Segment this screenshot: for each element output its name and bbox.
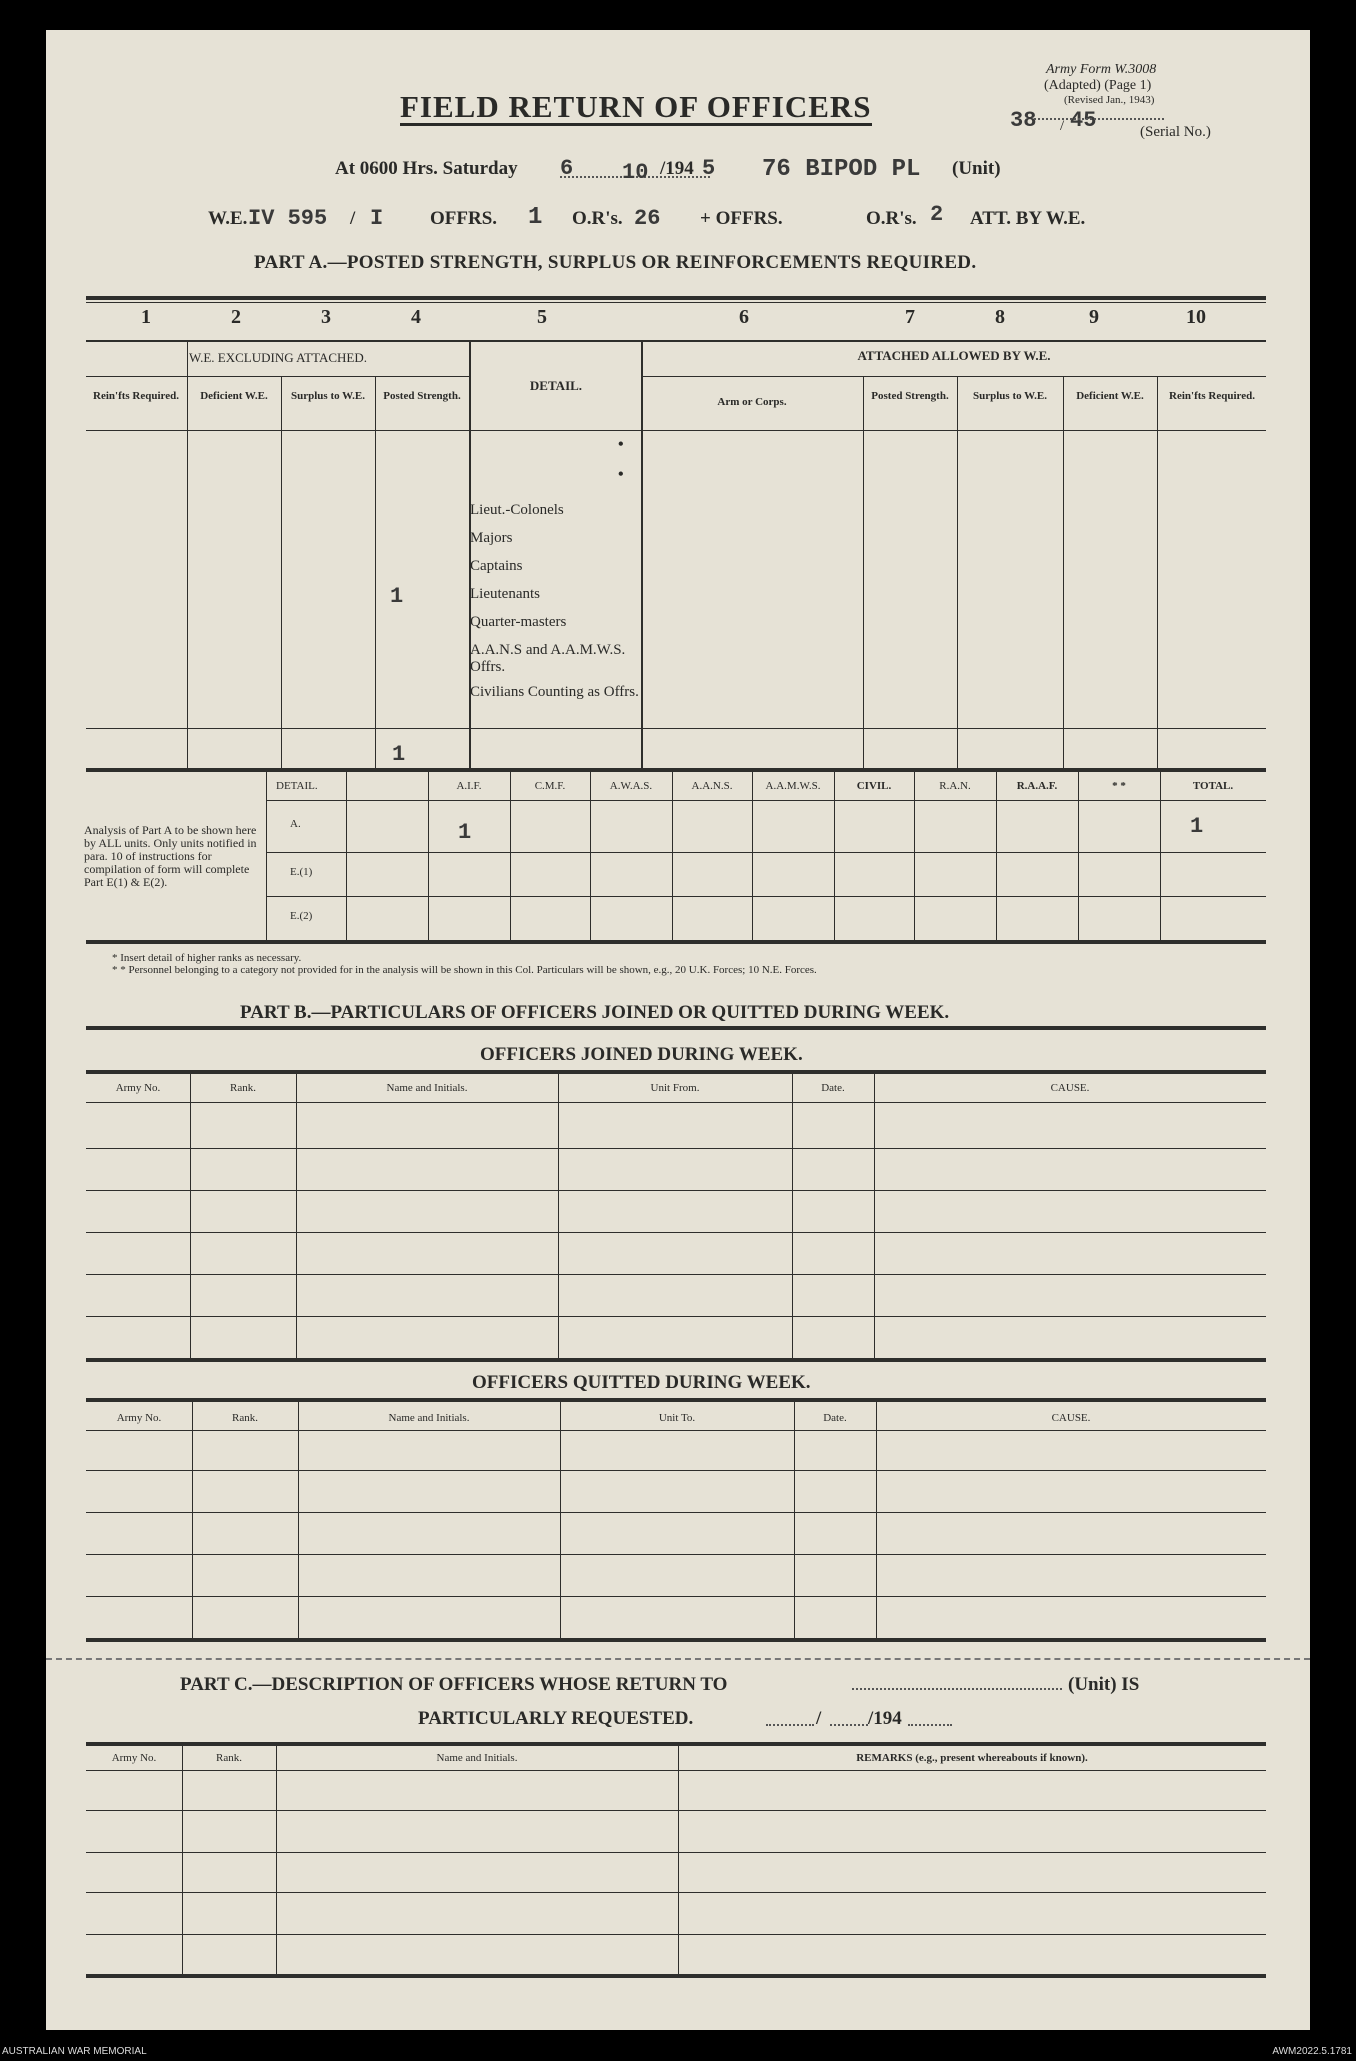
rank-quarter-masters: Quarter-masters [470,614,567,630]
form-revised: (Revised Jan., 1943) [1064,94,1155,106]
ors2-value: 2 [930,202,944,227]
ors2-label: O.R's. [866,208,917,229]
part-c-col-remarks: REMARKS (e.g., present whereabouts if known). [856,1752,1088,1764]
surplus-we-left: Surplus to W.E. [291,390,365,402]
part-c-unit-dots [852,1688,1062,1690]
star-marker-1: • [618,436,624,453]
footnote-1: * Insert detail of higher ranks as necessary. [112,952,302,964]
rank-lieutenants: Lieutenants [470,586,540,602]
analysis-col-civil: CIVIL. [856,780,892,792]
analysis-total-value: 1 [1190,814,1204,839]
year-prefix: /194 [660,158,694,179]
offrs-value: 1 [528,204,543,231]
serial-number-1: 38 [1010,108,1037,133]
part-c-line2: PARTICULARLY REQUESTED. [418,1708,694,1729]
col-number-1: 1 [141,306,151,328]
offrs-label: OFFRS. [430,208,498,229]
posted-strength-left: Posted Strength. [383,390,461,402]
deficient-we-right: Deficient W.E. [1076,390,1144,402]
analysis-row-e1: E.(1) [290,866,313,878]
joined-col-unit-from: Unit From. [650,1082,700,1094]
posted-strength-right: Posted Strength. [871,390,949,402]
part-a-top-rule [86,296,1266,300]
rank-captains: Captains [470,558,523,574]
posted-total-value: 1 [392,742,406,767]
form-number: Army Form W.3008 [1046,62,1157,77]
joined-col-rank: Rank. [230,1082,256,1094]
rank-majors: Majors [470,530,513,546]
detail-label: DETAIL. [529,378,583,393]
part-c-slash: / [816,1708,822,1729]
unit-label: (Unit) [952,158,1001,179]
joined-col-date: Date. [821,1082,845,1094]
we-label: W.E. [208,208,248,229]
col-number-2: 2 [231,306,241,328]
analysis-note: Analysis of Part A to be shown here by ALL units. Only units notified in para. 10 of instructions for compilation of form will complete Part E(1) & E(2). [84,823,257,889]
quitted-col-name: Name and Initials. [388,1412,470,1424]
we-value-2: I [370,206,384,231]
serial-number-2: 45 [1070,108,1097,133]
analysis-detail-label: DETAIL. [276,780,318,792]
joined-col-name: Name and Initials. [386,1082,468,1094]
col-number-7: 7 [905,306,915,328]
we-value: IV 595 [248,206,328,231]
analysis-col-cmf: C.M.F. [534,780,566,792]
at-hours-label: At 0600 Hrs. Saturday [335,158,518,179]
serial-separator: / [1060,118,1065,134]
analysis-col-total: TOTAL. [1192,780,1234,792]
analysis-col-aamws: A.A.M.W.S. [765,780,821,792]
form-title: FIELD RETURN OF OFFICERS [400,89,872,124]
col-number-10: 10 [1186,306,1206,328]
analysis-aif-value: 1 [458,820,472,845]
quitted-title: OFFICERS QUITTED DURING WEEK. [472,1372,811,1393]
analysis-col-awas: A.W.A.S. [609,780,653,792]
col-number-4: 4 [411,306,421,328]
analysis-row-a: A. [290,818,301,830]
analysis-col-ran: R.A.N. [939,780,971,792]
ors-value: 26 [634,206,661,231]
arm-or-corps: Arm or Corps. [717,396,787,408]
joined-col-army-no: Army No. [115,1082,161,1094]
posted-lieutenants-value: 1 [390,584,404,609]
reinfts-required-right: Rein'fts Required. [1169,390,1255,402]
form-adapted: (Adapted) (Page 1) [1044,78,1152,93]
year-value: 5 [702,156,716,181]
perforation-line [46,1658,1310,1660]
part-c-unit-is: (Unit) IS [1068,1674,1140,1695]
rank-civilians: Civilians Counting as Offrs. [470,684,639,700]
analysis-col-raaf: R.A.A.F. [1016,780,1058,792]
part-c-col-rank: Rank. [216,1752,242,1764]
col-number-6: 6 [739,306,749,328]
we-excluding-attached: W.E. EXCLUDING ATTACHED. [189,350,367,365]
col-number-8: 8 [995,306,1005,328]
att-by-we-label: ATT. BY W.E. [970,208,1086,229]
analysis-col-other: * * [1112,780,1126,792]
footer-left: AUSTRALIAN WAR MEMORIAL [2,2046,147,2057]
star-marker-2: • [618,466,624,483]
quitted-col-cause: CAUSE. [1051,1412,1091,1424]
analysis-row-e2: E.(2) [290,910,313,922]
joined-col-cause: CAUSE. [1050,1082,1090,1094]
quitted-col-rank: Rank. [232,1412,258,1424]
rank-aans-aamws: A.A.N.S and A.A.M.W.S. Offrs. [470,642,626,675]
form-paper [46,30,1310,2030]
analysis-col-aif: A.I.F. [456,780,482,792]
quitted-col-date: Date. [823,1412,847,1424]
month-value: 10 [622,160,649,185]
part-a-heading: PART A.—POSTED STRENGTH, SURPLUS OR REINFORCEMENTS REQUIRED. [254,252,977,273]
rank-lieut-colonels: Lieut.-Colonels [470,502,564,518]
part-c-year: /194 [868,1708,902,1729]
reinfts-required-left: Rein'fts Required. [93,390,179,402]
part-c-col-name: Name and Initials. [436,1752,518,1764]
joined-title: OFFICERS JOINED DURING WEEK. [480,1044,803,1065]
col-number-9: 9 [1089,306,1099,328]
part-c-col-army-no: Army No. [111,1752,157,1764]
footer-right: AWM2022.5.1781 [1272,2046,1352,2057]
col-number-5: 5 [537,306,547,328]
attached-allowed: ATTACHED ALLOWED BY W.E. [857,348,1051,363]
part-c-line1: PART C.—DESCRIPTION OF OFFICERS WHOSE RETURN TO [180,1674,728,1695]
serial-dots [1034,118,1164,120]
col-number-3: 3 [321,306,331,328]
ors-label: O.R's. [572,208,623,229]
analysis-col-aans: A.A.N.S. [691,780,733,792]
day-value: 6 [560,156,574,181]
quitted-col-unit-to: Unit To. [658,1412,696,1424]
deficient-we-left: Deficient W.E. [200,390,268,402]
plus-offrs-label: + OFFRS. [700,208,783,229]
surplus-we-right: Surplus to W.E. [973,390,1047,402]
serial-label: (Serial No.) [1140,124,1211,140]
footnote-2: * * Personnel belonging to a category not provided for in the analysis will be shown in this Col. Particulars will be shown, e.g., 20 U.K. Forces; 10 N.E. Forces. [112,964,817,976]
part-b-heading: PART B.—PARTICULARS OF OFFICERS JOINED OR QUITTED DURING WEEK. [240,1002,950,1023]
quitted-col-army-no: Army No. [116,1412,162,1424]
we-separator: / [350,208,356,229]
unit-value: 76 BIPOD PL [762,156,921,183]
